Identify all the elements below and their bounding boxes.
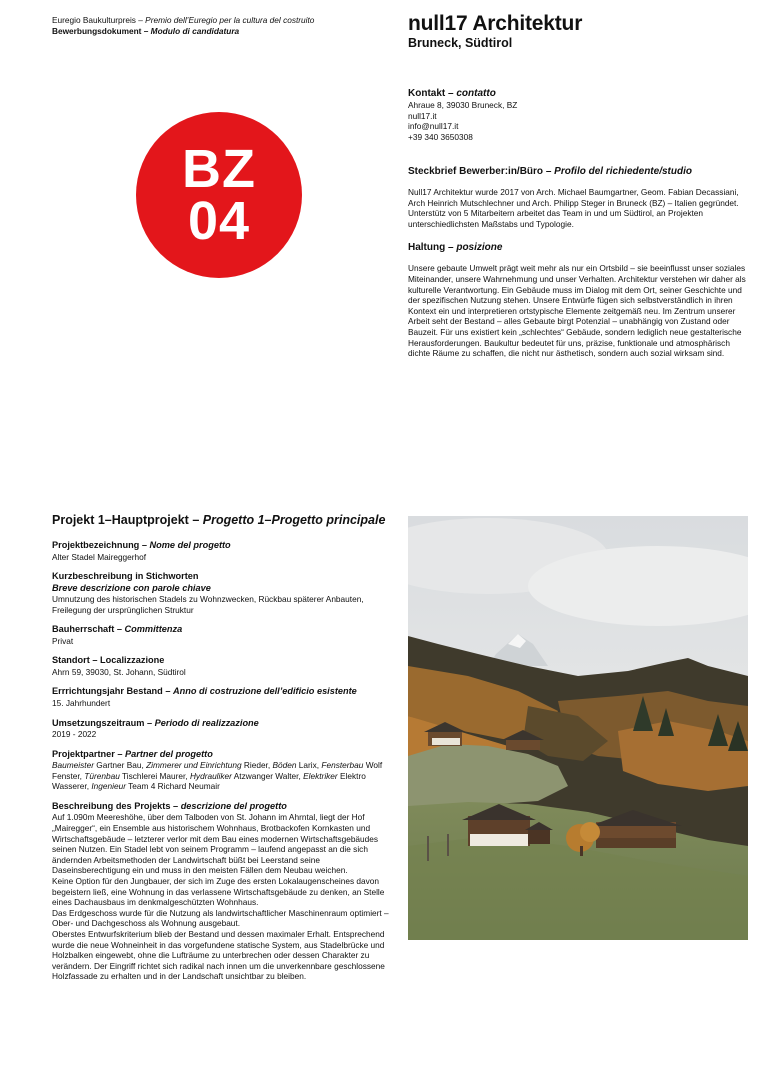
contact-title: Kontakt – contatto: [408, 88, 496, 99]
document-type-it: Modulo di candidatura: [150, 25, 240, 36]
badge-number: 04: [187, 191, 251, 251]
field-label: Errrichtungsjahr Bestand – Anno di costruzione dell’edificio esistente: [52, 686, 357, 697]
field-label: Umsetzungszeitraum – Periodo di realizzazione: [52, 717, 259, 728]
contact-address: Ahraue 8, 39030 Bruneck, BZ: [408, 100, 518, 110]
field-project-name: [52, 540, 397, 562]
contact-website[interactable]: null17.it: [408, 110, 437, 121]
description-paragraph: Oberstes Entwurfskriterium blieb der Bestand und dessen maximaler Erhalt. Entsprechend wurde die neue Wohneinheit in das vorgefundene statische System, aus Stadelbrücke und Holzbalken eingewebt, ohne die Lufträume zu unterbrechen oder dessen Charakter zu verändern. Der Eingriff richtet sich radikal nach innen um die unverkennbare geschlossene Holzfassade zu erhalten und in der Landschaft unsichtbar zu bleiben.: [52, 928, 385, 982]
award-line: [52, 15, 382, 26]
contact-phone: +39 340 3650308: [408, 131, 473, 142]
document-type-de: Bewerbungsdokument: [52, 25, 142, 36]
description-paragraph: Keine Option für den Jungbauer, der sich im Zuge des ersten Lokalaugenscheines davon begeistern ließ, eine Wohnung in das verlassene Wirtschaftsgebäude zu denken, an Stelle eines Dachausbaus im denkmalgeschützten Wohnhaus.: [52, 876, 385, 908]
firm-location: Bruneck, Südtirol: [408, 36, 513, 50]
separator: –: [135, 15, 146, 25]
field-period: [52, 718, 397, 740]
field-client: [52, 624, 397, 646]
candidate-badge: [136, 112, 302, 278]
separator: –: [141, 25, 151, 36]
project-title: Projekt 1–Hauptprojekt – Progetto 1–Progetto principale: [52, 513, 386, 527]
contact-email[interactable]: info@null17.it: [408, 121, 459, 132]
partners-list: Baumeister Gartner Bau, Zimmerer und Einrichtung Rieder, Böden Larix, Fensterbau Wolf Fenster, Türenbau Tischlerei Maurer, Hydrauliker Atzwanger Walter, Elektriker Elektro Wasserer, Ingenieur Team 4 Richard Neumair: [52, 760, 383, 792]
field-value: Umnutzung des historischen Stadels zu Wohnzwecken, Rückbau späterer Anbauten, Freilegung der ursprünglichen Struktur: [52, 594, 364, 615]
field-label: Standort – Localizzazione: [52, 655, 165, 666]
document-header: [52, 15, 382, 36]
field-label: Beschreibung des Projekts – descrizione del progetto: [52, 800, 287, 811]
field-value: 15. Jahrhundert: [52, 697, 111, 708]
firm-header: [408, 12, 748, 51]
badge-region: BZ: [182, 139, 256, 199]
profile-title: Steckbrief Bewerber:in/Büro – Profilo del richiedente/studio: [408, 166, 692, 177]
field-value: Alter Stadel Maireggerhof: [52, 551, 147, 562]
field-label: Projektbezeichnung – Nome del progetto: [52, 540, 231, 550]
field-label: Kurzbeschreibung in Stichworten: [52, 571, 199, 582]
description-paragraph: Auf 1.090m Meereshöhe, über dem Talboden von St. Johann im Ahrntal, liegt der Hof „Mairegger“, ein Ensemble aus historischem Wohnhaus, Brotbackofen Kornkasten und Wirtschaftsgebäude – letzterer verlor mit dem Bau eines modernen Wirtschaftsgebäudes seinen Nutzen. Ein Stadel lebt von seinem Programm – laufend angepasst an die sich ändernden Arbeitsmethoden der Landwirtschaft büßt bei Leerstand seine Daseinsberechtigung ein und muss in den meisten Fällen dem Neubau weichen.: [52, 812, 379, 876]
field-label: Projektpartner – Partner del progetto: [52, 748, 213, 759]
field-value: Privat: [52, 635, 74, 646]
field-label: Bauherrschaft – Committenza: [52, 624, 183, 635]
award-name-it: Premio dell’Euregio per la cultura del costruito: [145, 15, 315, 25]
field-value: 2019 - 2022: [52, 729, 97, 740]
field-label-it: Breve descrizione con parole chiave: [52, 582, 211, 593]
field-location: [52, 655, 397, 677]
firm-name: null17 Architektur: [408, 12, 583, 35]
award-name-de: Euregio Baukulturpreis: [52, 15, 136, 25]
field-year-built: [52, 686, 397, 708]
description-paragraph: Das Erdgeschoss wurde für die Nutzung als landwirtschaftlicher Maschinenraum optimiert – Ober- und Dachgeschoss als Wohnung ausgebaut.: [52, 907, 389, 929]
profile-section: [408, 165, 753, 371]
landscape-image: [408, 516, 748, 940]
document-type-line: [52, 26, 382, 37]
contact-section: [408, 87, 748, 142]
attitude-text: Unsere gebaute Umwelt prägt weit mehr als nur ein Ortsbild – sie beeinflusst unser soziales Miteinander, unsere Wahrnehmung und unser Verhalten. Architektur verstehen wir daher als kulturelle Verantwortung. Ein Gebäude muss im Dialog mit dem Ort, seiner Geschichte und der spezifischen Nutzung stehen. Unsere Entwürfe fügen sich selbstverständlich in ihren Kontext ein und interpretieren ortstypische Elemente zeitgemäß neu. Im Zentrum unserer Arbeit seht der Bestand – alles Gebaute birgt Potenzial – unabhängig von Zustand oder Bauzeit. Für uns existiert kein „schlechtes“ Gebäude, sondern lediglich neue gestalterische Herausforderungen. Baukultur bedeutet für uns, präzise, funktionale und atmosphärisch dichte Räume zu schaffen, die nicht nur ästhetisch, sondern auch sozial wirksam sind.: [408, 263, 746, 359]
field-description: [52, 801, 397, 982]
field-partners: [52, 749, 397, 792]
attitude-title: Haltung – posizione: [408, 242, 503, 254]
profile-text: Null17 Architektur wurde 2017 von Arch. Michael Baumgartner, Geom. Fabian Decassiani, Arch Heinrich Mutschlechner und Arch. Philipp Steger in Bruneck (BZ) – Italien gegründet. Unterstütz von 5 Mitarbeitern arbeitet das Team in und um Südtirol, an Projekten unterschiedlichsten Maßstabs und Typologie.: [408, 187, 739, 229]
project-photo: [408, 516, 748, 940]
field-summary: [52, 571, 397, 615]
field-value: Ahrn 59, 39030, St. Johann, Südtirol: [52, 666, 186, 677]
project-section: [52, 512, 397, 991]
